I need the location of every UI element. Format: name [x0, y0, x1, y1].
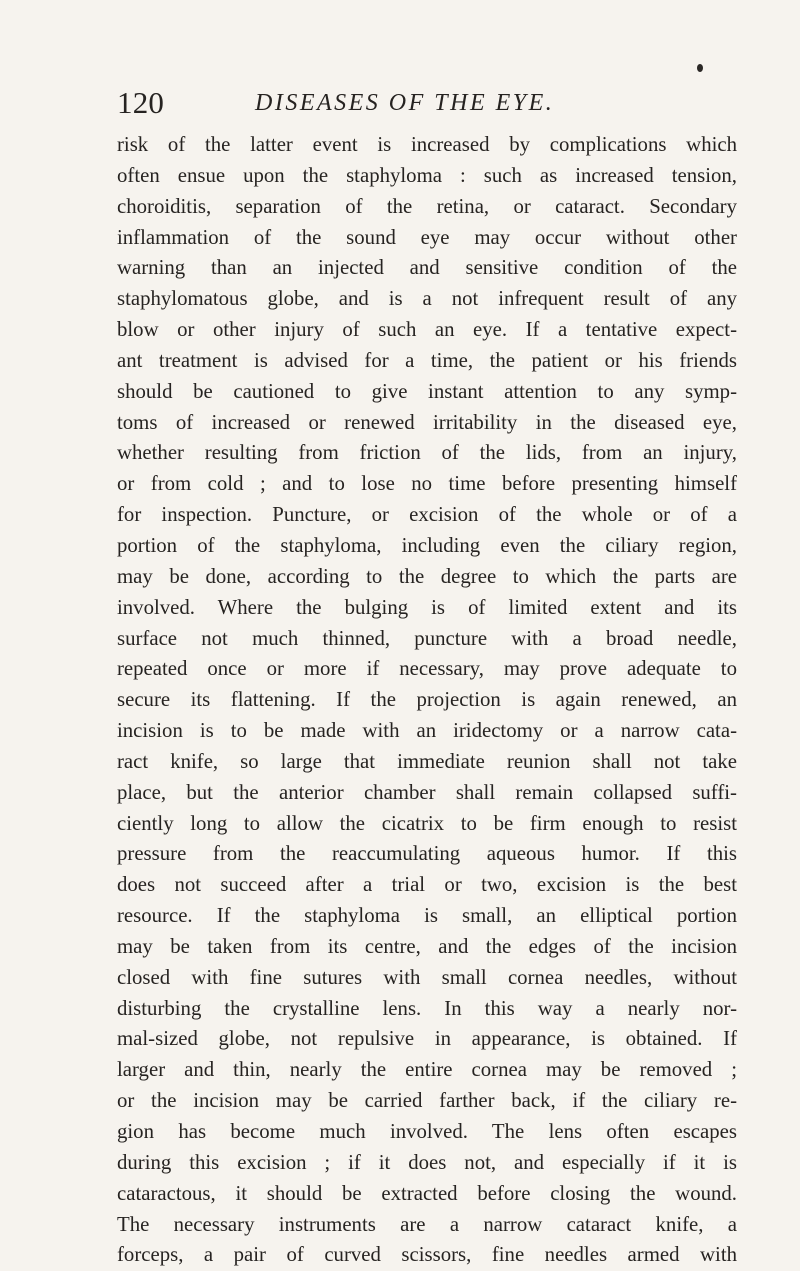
text-line: does not succeed after a trial or two, excision is the best	[117, 873, 737, 897]
text-line: pressure from the reaccumulating aqueous humor. If this	[117, 842, 737, 866]
text-line: forceps, a pair of curved scissors, fine needles armed with	[117, 1243, 737, 1267]
text-line: inflammation of the sound eye may occur without other	[117, 225, 737, 249]
text-line: cataractous, it should be extracted before closing the wound.	[117, 1181, 737, 1205]
text-line: toms of increased or renewed irritability in the diseased eye,	[117, 410, 737, 434]
text-line: ant treatment is advised for a time, the patient or his friends	[117, 348, 737, 372]
text-line: resource. If the staphyloma is small, an elliptical portion	[117, 904, 737, 928]
text-line: during this excision ; if it does not, and especially if it is	[117, 1150, 737, 1174]
text-line: surface not much thinned, puncture with a broad needle,	[117, 626, 737, 650]
text-line: or from cold ; and to lose no time before presenting himself	[117, 472, 737, 496]
text-line: The necessary instruments are a narrow cataract knife, a	[117, 1212, 737, 1236]
printer-mark-dot	[697, 64, 703, 72]
body-text	[117, 130, 737, 1271]
text-line: mal-sized globe, not repulsive in appearance, is obtained. If	[117, 1027, 737, 1051]
text-line: ciently long to allow the cicatrix to be firm enough to resist	[117, 811, 737, 835]
text-line: choroiditis, separation of the retina, or cataract. Secondary	[117, 194, 737, 218]
running-title: DISEASES OF THE EYE.	[255, 90, 555, 116]
page-number: 120	[117, 85, 165, 120]
page-header	[117, 83, 757, 123]
text-line: ract knife, so large that immediate reunion shall not take	[117, 749, 737, 773]
text-line: secure its flattening. If the projection is again renewed, an	[117, 688, 737, 712]
text-line: gion has become much involved. The lens often escapes	[117, 1120, 737, 1143]
text-line: risk of the latter event is increased by complications which	[117, 133, 737, 156]
text-line: warning than an injected and sensitive condition of the	[117, 256, 737, 280]
text-line: place, but the anterior chamber shall remain collapsed suffi-	[117, 780, 737, 804]
text-line: larger and thin, nearly the entire cornea may be removed ;	[117, 1058, 737, 1082]
text-line: portion of the staphyloma, including even the ciliary region,	[117, 533, 737, 557]
text-line: or the incision may be carried farther back, if the ciliary re-	[117, 1089, 737, 1113]
text-line: often ensue upon the staphyloma : such as increased tension,	[117, 163, 737, 187]
text-line: staphylomatous globe, and is a not infrequent result of any	[117, 287, 737, 311]
text-line: may be taken from its centre, and the edges of the incision	[117, 934, 737, 958]
text-line: disturbing the crystalline lens. In this way a nearly nor-	[117, 996, 737, 1020]
text-line: closed with fine sutures with small cornea needles, without	[117, 965, 737, 989]
text-line: may be done, according to the degree to which the parts are	[117, 564, 737, 588]
text-line: for inspection. Puncture, or excision of the whole or of a	[117, 503, 737, 527]
text-line: should be cautioned to give instant attention to any symp-	[117, 379, 737, 403]
text-line: involved. Where the bulging is of limited extent and its	[117, 595, 737, 619]
text-line: blow or other injury of such an eye. If a tentative expect-	[117, 318, 737, 342]
text-line: incision is to be made with an iridectomy or a narrow cata-	[117, 719, 737, 743]
text-line: repeated once or more if necessary, may prove adequate to	[117, 657, 737, 681]
text-line: whether resulting from friction of the lids, from an injury,	[117, 441, 737, 465]
